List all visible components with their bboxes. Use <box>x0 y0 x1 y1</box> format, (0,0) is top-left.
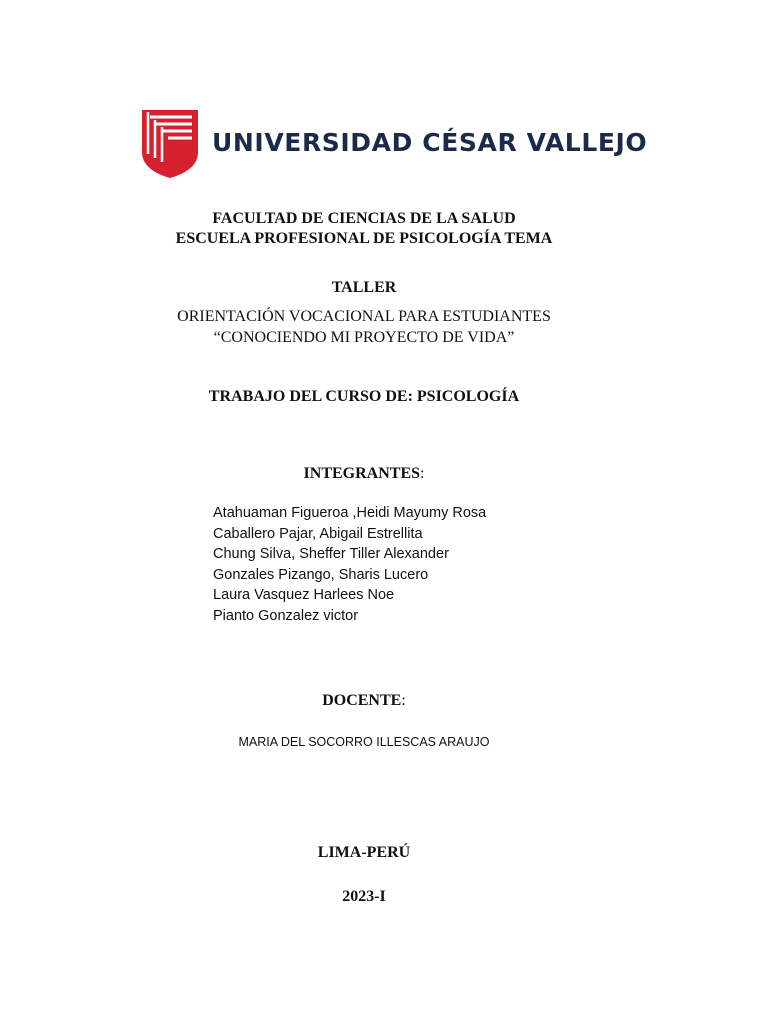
workshop-title: ORIENTACIÓN VOCACIONAL PARA ESTUDIANTES “CONOCIENDO MI PROYECTO DE VIDA” <box>177 308 551 346</box>
members-separator: : <box>420 465 425 482</box>
member-name: Chung Silva, Sheffer Tiller Alexander <box>213 546 449 563</box>
period-text: 2023-I <box>342 888 386 905</box>
school-heading: ESCUELA PROFESIONAL DE PSICOLOGÍA TEMA <box>175 230 553 247</box>
university-shield-icon <box>140 108 200 180</box>
university-wordmark: UNIVERSIDAD CÉSAR VALLEJO <box>212 128 648 157</box>
member-name: Pianto Gonzalez victor <box>213 607 359 624</box>
member-name: Caballero Pajar, Abigail Estrellita <box>213 525 423 542</box>
course-heading: TRABAJO DEL CURSO DE: PSICOLOGÍA <box>208 388 520 405</box>
members-label: INTEGRANTES <box>303 465 421 482</box>
member-name: Laura Vasquez Harlees Noe <box>213 587 395 604</box>
teacher-label: DOCENTE <box>322 692 402 709</box>
teacher-name: MARIA DEL SOCORRO ILLESCAS ARAUJO <box>238 735 490 749</box>
university-logo <box>140 108 648 182</box>
members-list <box>213 503 486 627</box>
members-heading <box>0 465 728 483</box>
workshop-label: TALLER <box>331 279 397 296</box>
member-name: Atahuaman Figueroa ,Heidi Mayumy Rosa <box>213 505 487 521</box>
teacher-separator: : <box>401 692 406 709</box>
teacher-heading <box>0 692 728 710</box>
member-name: Gonzales Pizango, Sharis Lucero <box>213 566 429 583</box>
location-text: LIMA-PERÚ <box>317 844 411 861</box>
faculty-heading: FACULTAD DE CIENCIAS DE LA SALUD <box>212 210 516 227</box>
